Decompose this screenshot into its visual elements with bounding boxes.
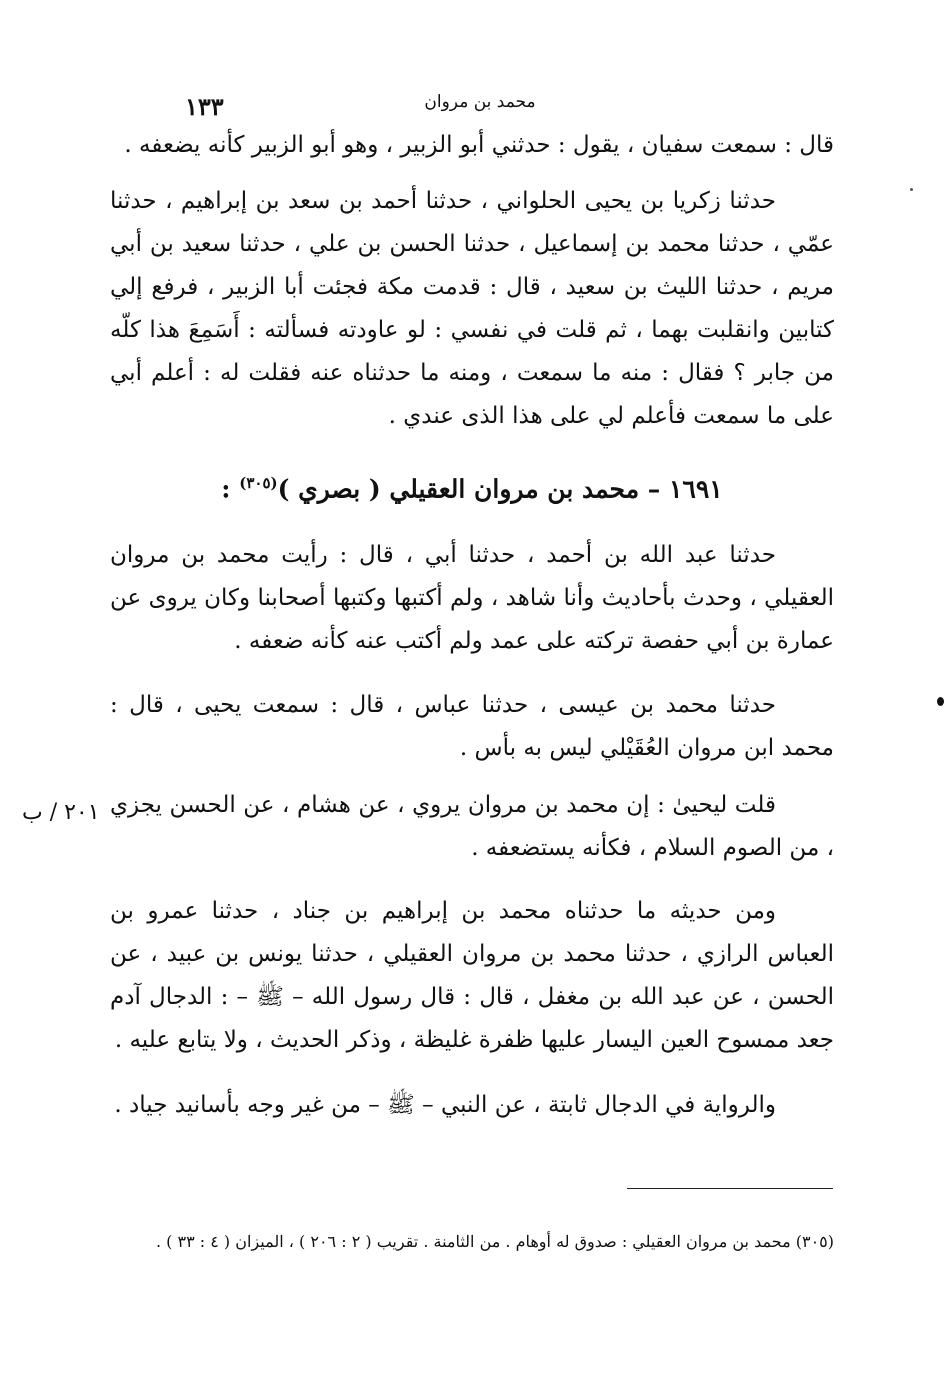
paragraph-2: حدثنا عبد الله بن أحمد ، حدثنا أبي ، قال : رأيت محمد بن مروان العقيلي ، وحدث بأحاديث وأنا شاهد ، ولم أكتبها وكتبها أصحابنا وكان يروى عن عمارة بن أبي حفصة تركته على عمد ولم أكتب عنه كأنه ضعفه . xyxy=(110,542,834,654)
footnote-block xyxy=(110,1226,834,1257)
footnote-text: (٣٠٥) محمد بن مروان العقيلي : صدوق له أوهام . من الثامنة . تقريب ( ٢ : ٢٠٦ ) ، الميزان ( ٤ : ٣٣ ) . xyxy=(156,1232,834,1251)
paragraph-block-4 xyxy=(110,784,834,870)
entry-heading-text: ١٦٩١ – محمد بن مروان العقيلي ( بصري ) xyxy=(277,474,723,504)
paragraph-block-2 xyxy=(110,534,834,663)
paragraph-block-3 xyxy=(110,684,834,770)
entry-heading xyxy=(110,474,834,503)
footnote-separator xyxy=(627,1188,833,1189)
paragraph-block-5 xyxy=(110,890,834,1062)
paragraph-1: حدثنا زكريا بن يحيى الحلواني ، حدثنا أحمد بن سعد بن إبراهيم ، حدثنا عمّي ، حدثنا محمد بن إسماعيل ، حدثنا الحسن بن علي ، حدثنا سعيد بن أبي مريم ، حدثنا الليث بن سعيد ، قال : قدمت مكة فجئت أبا الزبير ، فرفع إلي كتابين وانقلبت بهما ، ثم قلت في نفسي : لو عاودته فسألته : أَسَمِعَ هذا كلّه من جابر ؟ فقال : منه ما سمعت ، ومنه ما حدثناه عنه فقلت له : أعلم أبي على ما سمعت فأعلم لي على هذا الذى عندي . xyxy=(110,188,834,429)
page-number: ١٣٣ xyxy=(185,92,224,121)
top-line: قال : سمعت سفيان ، يقول : حدثني أبو الزبير ، وهو أبو الزبير كأنه يضعفه . xyxy=(124,132,834,158)
manuscript-folio-note: ٢٠١ / ب xyxy=(22,800,100,825)
paragraph-6: والرواية في الدجال ثابتة ، عن النبي – ﷺ – من غير وجه بأسانيد جياد . xyxy=(114,1092,776,1118)
paragraph-3: حدثنا محمد بن عيسى ، حدثنا عباس ، قال : سمعت يحيى ، قال : محمد ابن مروان العُقَيْلي ليس به بأس . xyxy=(110,692,834,761)
ink-speck-mark xyxy=(910,188,913,191)
footnote-reference: (٣٠٥) xyxy=(239,474,278,492)
top-line-block xyxy=(110,124,834,167)
ink-speck-mark xyxy=(937,697,944,706)
paragraph-4: قلت ليحيىٰ : إن محمد بن مروان يروي ، عن هشام ، عن الحسن يجزي ، من الصوم السلام ، فكأنه يستضعفه . xyxy=(110,792,834,861)
heading-colon: : xyxy=(221,474,231,504)
paragraph-block-6 xyxy=(110,1084,834,1127)
running-title: محمد بن مروان xyxy=(424,92,536,112)
paragraph-block-1 xyxy=(110,180,834,438)
paragraph-5: ومن حديثه ما حدثناه محمد بن إبراهيم بن جناد ، حدثنا عمرو بن العباس الرازي ، حدثنا محمد بن مروان العقيلي ، حدثنا يونس بن عبيد ، عن الحسن ، عن عبد الله بن مغفل ، قال : قال رسول الله – ﷺ – : الدجال آدم جعد ممسوح العين اليسار عليها ظفرة غليظة ، وذكر الحديث ، ولا يتابع عليه . xyxy=(110,898,834,1053)
